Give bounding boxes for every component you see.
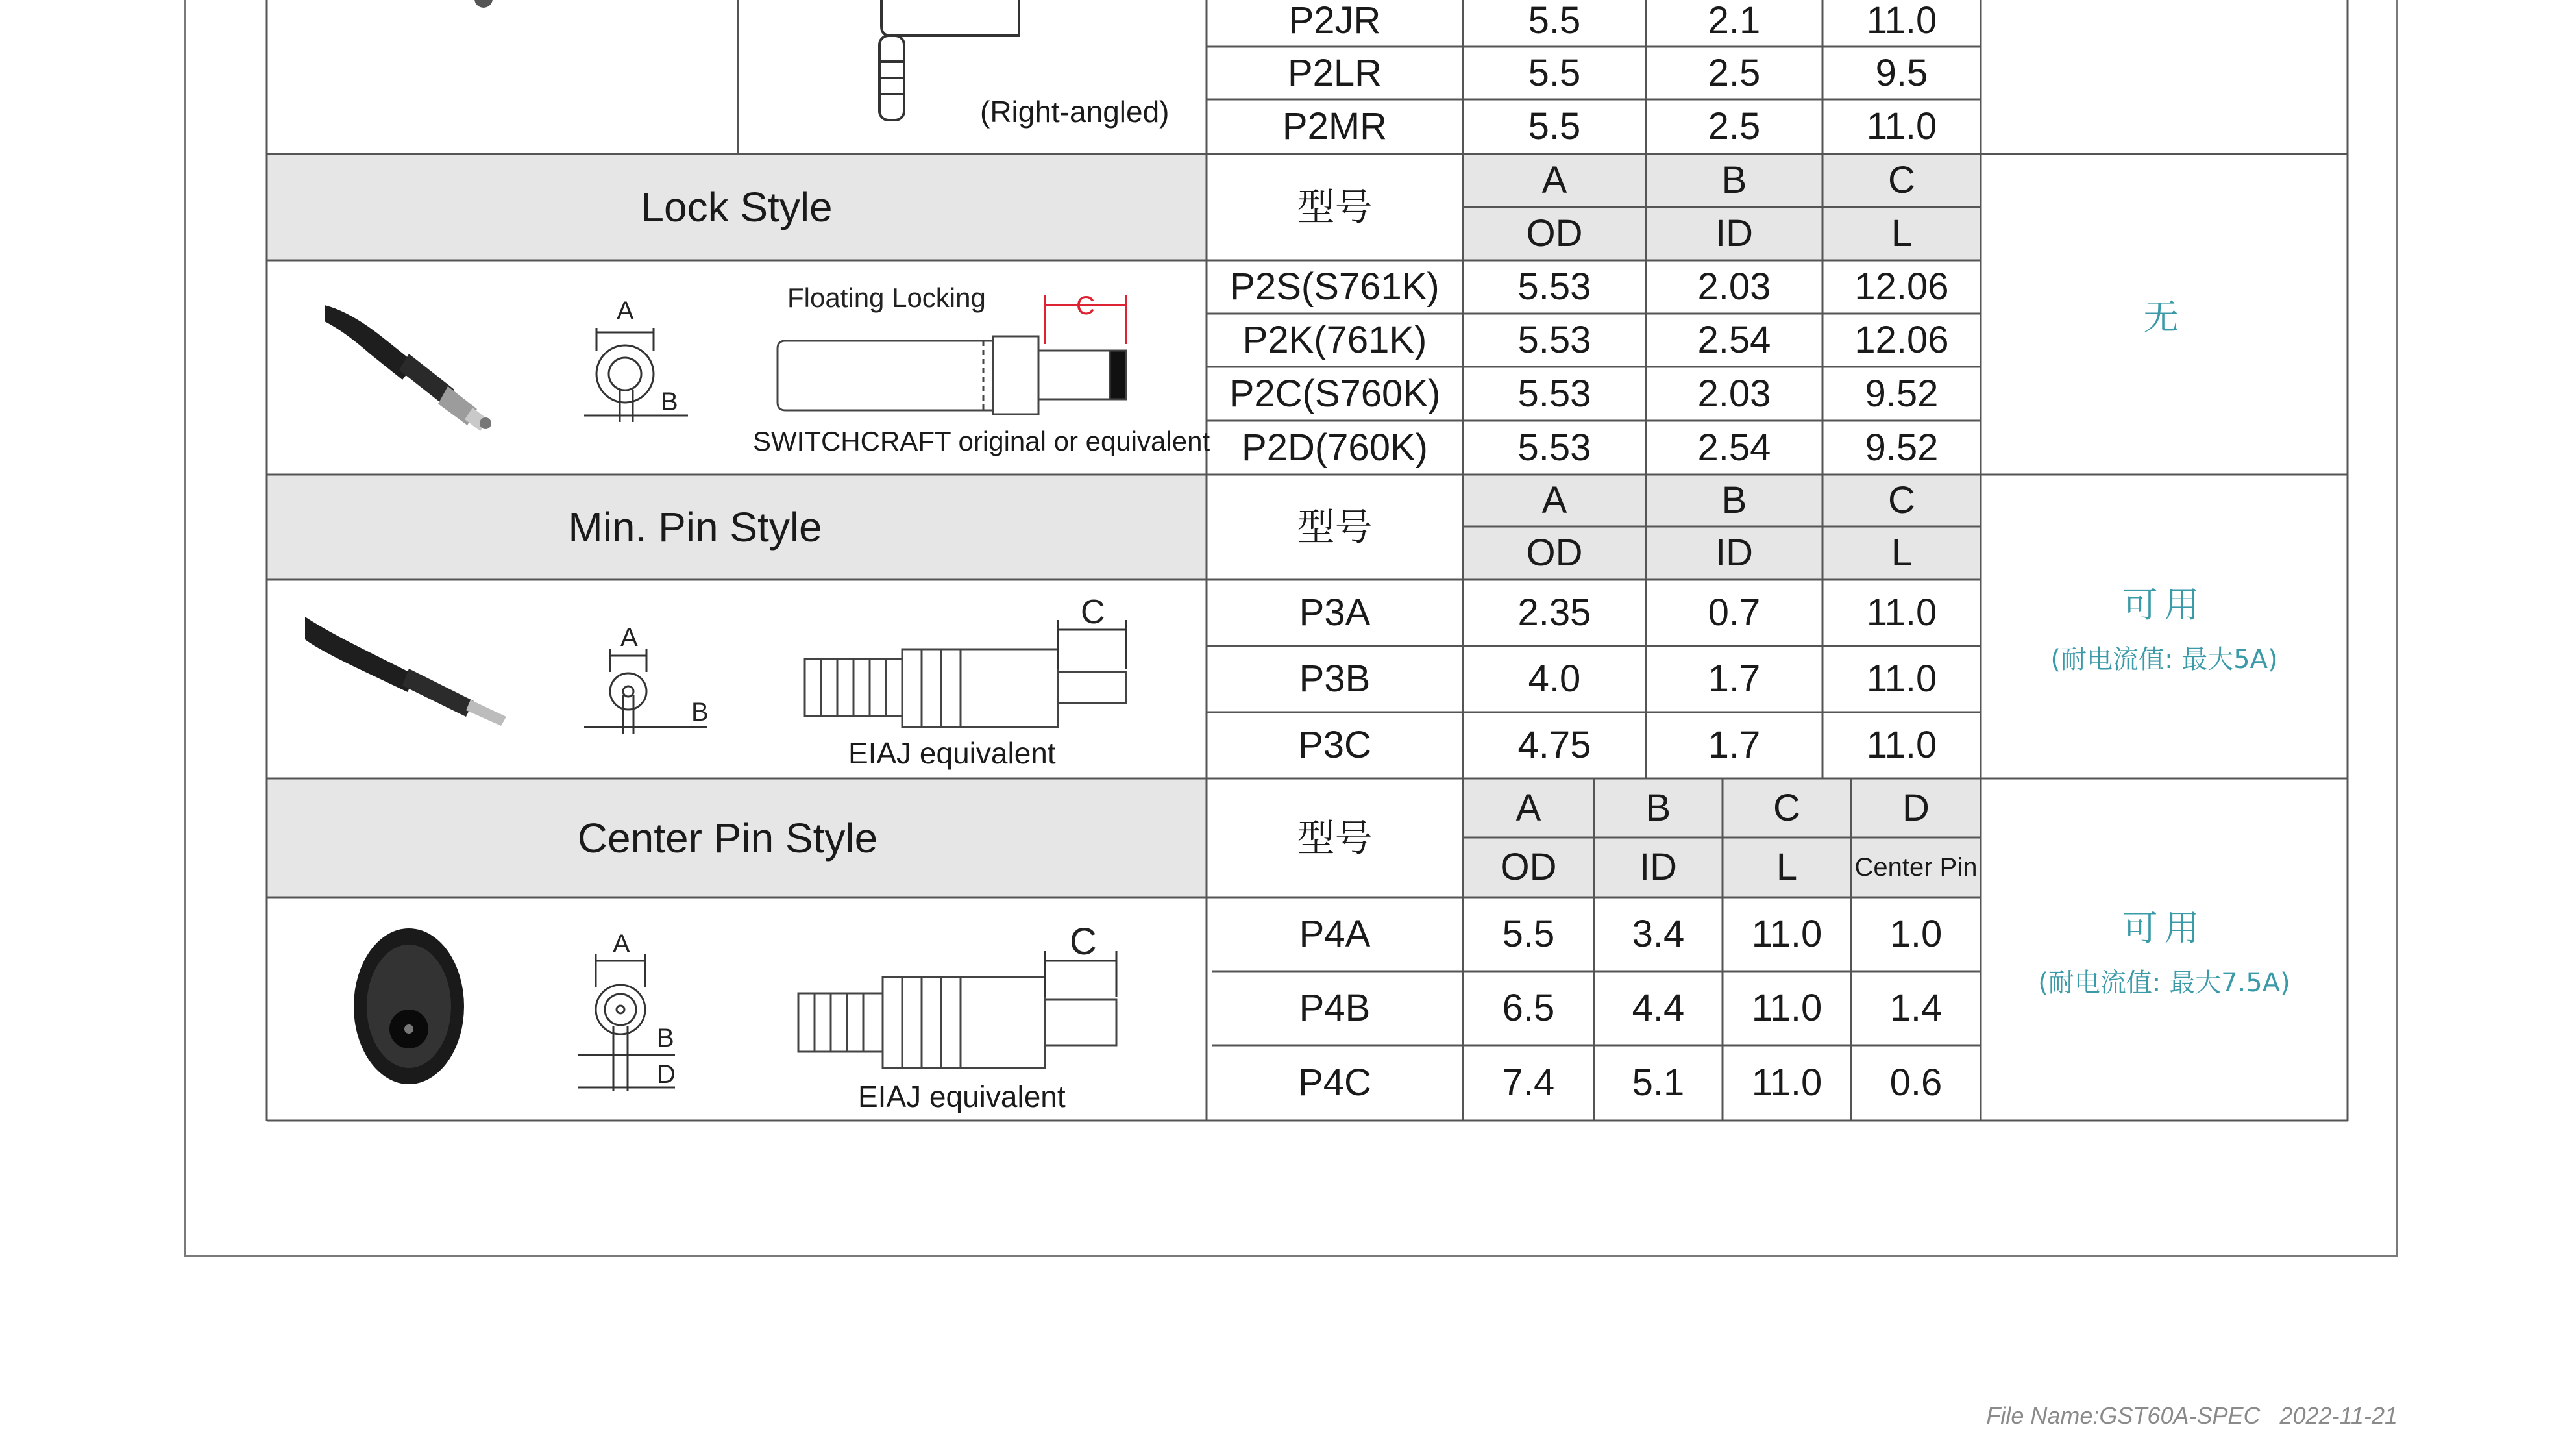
table-cell-length: 11.0 bbox=[1866, 724, 1937, 766]
center-pin-plug-photo bbox=[354, 928, 464, 1084]
table-cell-id: 2.1 bbox=[1708, 0, 1761, 42]
table-cell-length: 12.06 bbox=[1854, 319, 1949, 361]
table-cell-od: 5.53 bbox=[1517, 372, 1591, 415]
table-cell-od: 5.53 bbox=[1517, 266, 1591, 308]
table-cell-model: P2LR bbox=[1287, 51, 1382, 94]
table-cell-model: P3B bbox=[1299, 658, 1371, 700]
table-cell-od: 4.75 bbox=[1517, 724, 1591, 766]
col-letter-b: B bbox=[1721, 159, 1747, 201]
remark-subtext: (耐电流值: 最大5A) bbox=[2050, 645, 2278, 675]
table-cell-od: 5.53 bbox=[1517, 319, 1591, 361]
table-cell-id: 2.5 bbox=[1708, 51, 1761, 94]
table-cell-id: 0.7 bbox=[1708, 591, 1761, 634]
model-header-label: 型号 bbox=[1297, 185, 1373, 229]
table-cell-length: 11.0 bbox=[1751, 913, 1822, 955]
table-cell-id: 4.4 bbox=[1632, 987, 1685, 1029]
table-cell-od: 4.0 bbox=[1528, 658, 1581, 700]
table-cell-length: 11.0 bbox=[1866, 658, 1937, 700]
table-cell-length: 9.5 bbox=[1875, 51, 1928, 94]
center-pin-dim-b-label: B bbox=[657, 1024, 674, 1052]
col-name-length: L bbox=[1891, 532, 1913, 574]
center-pin-dim-a-label: A bbox=[613, 930, 630, 958]
min-pin-side-view bbox=[805, 649, 1126, 727]
col-letter-a: A bbox=[1541, 159, 1567, 201]
table-cell-od: 7.4 bbox=[1502, 1061, 1555, 1104]
col-name-center-pin: Center Pin bbox=[1854, 853, 1978, 882]
col-letter-a: A bbox=[1515, 786, 1541, 829]
table-cell-length: 11.0 bbox=[1866, 591, 1937, 634]
lock-floating-label: Floating Locking bbox=[787, 282, 986, 313]
table-cell-length: 11.0 bbox=[1751, 987, 1822, 1029]
col-name-id: ID bbox=[1715, 212, 1753, 254]
table-cell-id: 2.54 bbox=[1697, 319, 1771, 361]
table-cell-id: 2.54 bbox=[1697, 426, 1771, 469]
remark-text: 可用 bbox=[2122, 584, 2206, 625]
remark-text: 可用 bbox=[2122, 907, 2206, 948]
col-letter-c: C bbox=[1888, 479, 1915, 521]
col-letter-b: B bbox=[1645, 786, 1671, 829]
model-header-label: 型号 bbox=[1297, 505, 1373, 549]
section-title-min-pin-style: Min. Pin Style bbox=[568, 504, 822, 551]
table-cell-od: 5.5 bbox=[1528, 0, 1581, 42]
col-name-id: ID bbox=[1715, 532, 1753, 574]
footer-date: 2022-11-21 bbox=[2279, 1402, 2398, 1429]
table-cell-length: 11.0 bbox=[1866, 105, 1937, 147]
table-cell-id: 3.4 bbox=[1632, 913, 1685, 955]
table-cell-id: 2.03 bbox=[1697, 372, 1771, 415]
table-cell-od: 5.5 bbox=[1528, 105, 1581, 147]
col-name-length: L bbox=[1776, 846, 1798, 888]
min-pin-front-view bbox=[584, 649, 707, 734]
table-cell-model: P2D(760K) bbox=[1242, 426, 1428, 469]
table-cell-length: 9.52 bbox=[1865, 426, 1939, 469]
table-cell-model: P4A bbox=[1299, 913, 1371, 955]
section-title-center-pin-style: Center Pin Style bbox=[577, 814, 878, 862]
table-cell-model: P3C bbox=[1298, 724, 1371, 766]
lock-dim-c-label: C bbox=[1076, 291, 1095, 320]
col-letter-b: B bbox=[1721, 479, 1747, 521]
table-cell-id: 2.03 bbox=[1697, 266, 1771, 308]
table-cell-model: P2S(S761K) bbox=[1230, 266, 1440, 308]
remark-subtext: (耐电流值: 最大7.5A) bbox=[2038, 967, 2290, 998]
lock-dim-b-label: B bbox=[661, 388, 678, 416]
lock-side-view bbox=[778, 336, 1126, 414]
col-name-id: ID bbox=[1639, 846, 1677, 888]
table-cell-model: P3A bbox=[1299, 591, 1371, 634]
center-pin-side-view bbox=[798, 977, 1116, 1068]
table-cell-center-pin: 1.4 bbox=[1889, 987, 1943, 1029]
top-left-photo-fragment bbox=[474, 0, 493, 8]
col-name-od: OD bbox=[1526, 212, 1583, 254]
lock-caption: SWITCHCRAFT original or equivalent bbox=[753, 426, 1210, 456]
min-pin-plug-photo bbox=[305, 617, 506, 726]
table-cell-model: P2K(761K) bbox=[1242, 319, 1427, 361]
col-letter-d: D bbox=[1902, 786, 1930, 829]
table-cell-id: 2.5 bbox=[1708, 105, 1761, 147]
table-cell-id: 1.7 bbox=[1708, 658, 1761, 700]
table-cell-center-pin: 1.0 bbox=[1889, 913, 1943, 955]
table-cell-length: 12.06 bbox=[1854, 266, 1949, 308]
table-cell-od: 6.5 bbox=[1502, 987, 1555, 1029]
center-pin-caption: EIAJ equivalent bbox=[858, 1080, 1066, 1113]
section-title-lock-style: Lock Style bbox=[641, 184, 833, 230]
table-cell-od: 5.53 bbox=[1517, 426, 1591, 469]
table-cell-length: 11.0 bbox=[1866, 0, 1937, 42]
col-letter-a: A bbox=[1541, 479, 1567, 521]
table-cell-model: P2MR bbox=[1282, 105, 1388, 147]
col-letter-c: C bbox=[1888, 159, 1915, 201]
lock-plug-photo bbox=[325, 305, 491, 431]
col-name-od: OD bbox=[1526, 532, 1583, 574]
lock-dim-a-label: A bbox=[617, 297, 634, 325]
remark-text: 无 bbox=[2143, 296, 2185, 338]
table-cell-model: P4B bbox=[1299, 987, 1371, 1029]
min-pin-caption: EIAJ equivalent bbox=[848, 736, 1056, 770]
table-cell-length: 11.0 bbox=[1751, 1061, 1822, 1104]
table-cell-od: 5.5 bbox=[1528, 51, 1581, 94]
model-header-label: 型号 bbox=[1297, 815, 1373, 860]
col-name-length: L bbox=[1891, 212, 1913, 254]
table-cell-length: 9.52 bbox=[1865, 372, 1939, 415]
table-cell-model: P2JR bbox=[1288, 0, 1381, 42]
remark-lock-style bbox=[1981, 154, 2348, 475]
center-pin-dim-c-label: C bbox=[1070, 921, 1097, 963]
table-cell-id: 1.7 bbox=[1708, 724, 1761, 766]
col-name-od: OD bbox=[1500, 846, 1557, 888]
table-cell-center-pin: 0.6 bbox=[1889, 1061, 1943, 1104]
right-angled-caption: (Right-angled) bbox=[980, 95, 1170, 129]
file-footer bbox=[1986, 1402, 2398, 1430]
table-cell-model: P4C bbox=[1298, 1061, 1371, 1104]
table-cell-model: P2C(S760K) bbox=[1229, 372, 1441, 415]
col-letter-c: C bbox=[1773, 786, 1800, 829]
table-cell-id: 5.1 bbox=[1632, 1061, 1685, 1104]
footer-file-name: File Name:GST60A-SPEC bbox=[1986, 1402, 2261, 1429]
table-cell-od: 2.35 bbox=[1517, 591, 1591, 634]
min-pin-dim-a-label: A bbox=[620, 623, 638, 652]
min-pin-dim-c-label: C bbox=[1081, 593, 1105, 631]
remark-center-pin-style bbox=[1981, 778, 2348, 1121]
remark-min-pin-style bbox=[1981, 475, 2348, 778]
center-pin-dim-d-label: D bbox=[657, 1060, 676, 1089]
min-pin-dim-b-label: B bbox=[691, 698, 709, 726]
table-cell-od: 5.5 bbox=[1502, 913, 1555, 955]
